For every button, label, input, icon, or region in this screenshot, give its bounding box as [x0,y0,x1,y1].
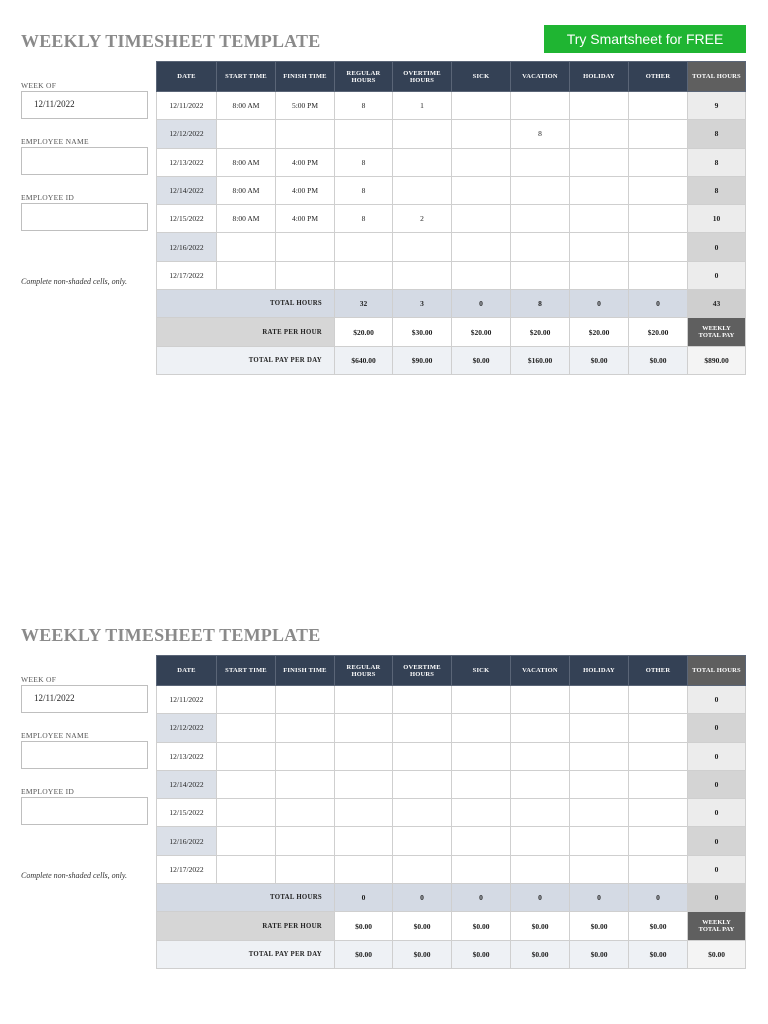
col-start-time: START TIME [217,656,276,686]
col-vacation: VACATION [511,62,570,92]
vacation-cell[interactable] [511,855,570,883]
date-cell: 12/13/2022 [157,742,217,770]
table-row [157,92,746,120]
table-row [157,205,746,233]
pay-overtime-cell: $90.00 [393,346,452,374]
overtime-cell[interactable] [393,770,452,798]
weekly-total-pay-label: WEEKLY TOTAL PAY [688,318,746,346]
finish-cell[interactable] [276,827,335,855]
table-row [157,827,746,855]
holiday-cell[interactable] [570,714,629,742]
table-row [157,148,746,176]
total-sick-cell: 0 [452,290,511,318]
total-holiday-cell: 0 [570,884,629,912]
total-pay-per-day-label: TOTAL PAY PER DAY [157,940,335,968]
regular-cell[interactable] [335,770,393,798]
sick-cell[interactable] [452,714,511,742]
overtime-cell[interactable]: 2 [393,205,452,233]
other-cell[interactable] [629,742,688,770]
regular-cell[interactable] [335,233,393,261]
instructions-note: Complete non-shaded cells, only. [21,277,127,286]
finish-cell[interactable] [276,686,335,714]
finish-cell[interactable] [276,261,335,289]
date-cell: 12/15/2022 [157,205,217,233]
holiday-cell[interactable] [570,261,629,289]
regular-cell[interactable]: 8 [335,205,393,233]
col-total-hours: TOTAL HOURS [688,656,746,686]
table-row [157,742,746,770]
overtime-cell[interactable] [393,148,452,176]
start-cell[interactable] [217,714,276,742]
table-row [157,714,746,742]
pay-vacation-cell: $0.00 [511,940,570,968]
holiday-cell[interactable] [570,205,629,233]
sick-cell[interactable] [452,742,511,770]
total-hours-label: TOTAL HOURS [157,884,335,912]
row-total-cell: 0 [688,233,746,261]
total-pay-per-day-label: TOTAL PAY PER DAY [157,346,335,374]
row-total-cell: 8 [688,120,746,148]
other-cell[interactable] [629,205,688,233]
employee-name-label: EMPLOYEE NAME [21,137,89,146]
finish-cell[interactable]: 4:00 PM [276,148,335,176]
overtime-cell[interactable] [393,120,452,148]
row-total-cell: 0 [688,686,746,714]
row-total-cell: 0 [688,855,746,883]
rate-regular-cell[interactable]: $20.00 [335,318,393,346]
pay-other-cell: $0.00 [629,346,688,374]
other-cell[interactable] [629,148,688,176]
regular-cell[interactable] [335,686,393,714]
row-total-cell: 9 [688,92,746,120]
start-cell[interactable]: 8:00 AM [217,205,276,233]
total-vacation-cell: 8 [511,290,570,318]
pay-holiday-cell: $0.00 [570,346,629,374]
table-row [157,261,746,289]
other-cell[interactable] [629,92,688,120]
date-cell: 12/12/2022 [157,120,217,148]
start-cell[interactable] [217,827,276,855]
header-row [157,656,746,686]
sick-cell[interactable] [452,205,511,233]
regular-cell[interactable]: 8 [335,92,393,120]
overtime-cell[interactable] [393,686,452,714]
finish-cell[interactable]: 4:00 PM [276,176,335,204]
vacation-cell[interactable] [511,799,570,827]
finish-cell[interactable]: 4:00 PM [276,205,335,233]
rate-row [157,318,746,346]
row-total-cell: 0 [688,770,746,798]
sick-cell[interactable] [452,799,511,827]
rate-vacation-cell[interactable]: $20.00 [511,318,570,346]
weekly-total-pay: $0.00 [688,940,746,968]
total-overtime-cell: 0 [393,884,452,912]
rate-holiday-cell[interactable]: $20.00 [570,318,629,346]
rate-sick-cell[interactable]: $0.00 [452,912,511,940]
vacation-cell[interactable] [511,770,570,798]
finish-cell[interactable] [276,799,335,827]
employee-name-field[interactable] [21,147,148,175]
total-other-cell: 0 [629,290,688,318]
start-cell[interactable] [217,261,276,289]
rate-overtime-cell[interactable]: $30.00 [393,318,452,346]
overtime-cell[interactable] [393,714,452,742]
col-vacation: VACATION [511,656,570,686]
rate-per-hour-label: RATE PER HOUR [157,318,335,346]
table-row [157,770,746,798]
finish-cell[interactable]: 5:00 PM [276,92,335,120]
rate-row [157,912,746,940]
rate-other-cell[interactable]: $20.00 [629,318,688,346]
sick-cell[interactable] [452,261,511,289]
regular-cell[interactable] [335,799,393,827]
pay-sick-cell: $0.00 [452,346,511,374]
instructions-note: Complete non-shaded cells, only. [21,871,127,880]
sick-cell[interactable] [452,686,511,714]
other-cell[interactable] [629,827,688,855]
regular-cell[interactable] [335,120,393,148]
holiday-cell[interactable] [570,827,629,855]
total-hours-label: TOTAL HOURS [157,290,335,318]
date-cell: 12/12/2022 [157,714,217,742]
pay-holiday-cell: $0.00 [570,940,629,968]
row-total-cell: 0 [688,261,746,289]
try-smartsheet-button[interactable]: Try Smartsheet for FREE [544,25,746,53]
col-date: DATE [157,62,217,92]
employee-name-field[interactable] [21,741,148,769]
other-cell[interactable] [629,799,688,827]
weekly-total-pay-label: WEEKLY TOTAL PAY [688,912,746,940]
total-regular-cell: 32 [335,290,393,318]
pay-overtime-cell: $0.00 [393,940,452,968]
table-row [157,176,746,204]
other-cell[interactable] [629,233,688,261]
finish-cell[interactable] [276,233,335,261]
vacation-cell[interactable] [511,148,570,176]
week-of-field[interactable]: 12/11/2022 [21,685,148,713]
finish-cell[interactable] [276,742,335,770]
start-cell[interactable] [217,799,276,827]
other-cell[interactable] [629,120,688,148]
sick-cell[interactable] [452,770,511,798]
table-row [157,233,746,261]
sick-cell[interactable] [452,176,511,204]
holiday-cell[interactable] [570,92,629,120]
regular-cell[interactable] [335,714,393,742]
pay-row [157,346,746,374]
date-cell: 12/16/2022 [157,233,217,261]
pay-other-cell: $0.00 [629,940,688,968]
weekly-total-pay: $890.00 [688,346,746,374]
start-cell[interactable] [217,742,276,770]
total-regular-cell: 0 [335,884,393,912]
row-total-cell: 8 [688,148,746,176]
vacation-cell[interactable] [511,686,570,714]
total-other-cell: 0 [629,884,688,912]
sheet-title: WEEKLY TIMESHEET TEMPLATE [21,31,321,51]
date-cell: 12/13/2022 [157,148,217,176]
pay-row [157,940,746,968]
finish-cell[interactable] [276,120,335,148]
overtime-cell[interactable] [393,233,452,261]
sick-cell[interactable] [452,233,511,261]
header-row [157,62,746,92]
start-cell[interactable]: 8:00 AM [217,176,276,204]
vacation-cell[interactable] [511,233,570,261]
row-total-cell: 0 [688,742,746,770]
table-row [157,686,746,714]
timesheet-2 [0,620,768,959]
timesheet-1 [0,26,768,365]
week-of-field[interactable]: 12/11/2022 [21,91,148,119]
overtime-cell[interactable]: 1 [393,92,452,120]
col-other: OTHER [629,62,688,92]
row-total-cell: 8 [688,176,746,204]
other-cell[interactable] [629,770,688,798]
col-finish-time: FINISH TIME [276,656,335,686]
col-holiday: HOLIDAY [570,656,629,686]
date-cell: 12/14/2022 [157,770,217,798]
date-cell: 12/11/2022 [157,686,217,714]
date-cell: 12/15/2022 [157,799,217,827]
col-finish-time: FINISH TIME [276,62,335,92]
finish-cell[interactable] [276,714,335,742]
start-cell[interactable] [217,855,276,883]
row-total-cell: 0 [688,714,746,742]
col-overtime-hours: OVERTIME HOURS [393,62,452,92]
row-total-cell: 0 [688,799,746,827]
vacation-cell[interactable] [511,827,570,855]
timesheet-table [156,655,746,969]
total-hours-row [157,884,746,912]
rate-regular-cell[interactable]: $0.00 [335,912,393,940]
col-regular-hours: REGULAR HOURS [335,656,393,686]
start-cell[interactable] [217,233,276,261]
timesheet-table [156,61,746,375]
other-cell[interactable] [629,261,688,289]
employee-id-field[interactable] [21,797,148,825]
date-cell: 12/16/2022 [157,827,217,855]
table-row [157,120,746,148]
start-cell[interactable] [217,120,276,148]
pay-sick-cell: $0.00 [452,940,511,968]
col-holiday: HOLIDAY [570,62,629,92]
vacation-cell[interactable] [511,205,570,233]
overtime-cell[interactable] [393,261,452,289]
total-hours-row [157,290,746,318]
week-of-label: WEEK OF [21,81,57,90]
grand-total-hours: 0 [688,884,746,912]
rate-vacation-cell[interactable]: $0.00 [511,912,570,940]
vacation-cell[interactable] [511,176,570,204]
total-overtime-cell: 3 [393,290,452,318]
col-date: DATE [157,656,217,686]
holiday-cell[interactable] [570,176,629,204]
sheet-title: WEEKLY TIMESHEET TEMPLATE [21,625,321,645]
vacation-cell[interactable] [511,261,570,289]
vacation-cell[interactable] [511,92,570,120]
total-holiday-cell: 0 [570,290,629,318]
other-cell[interactable] [629,686,688,714]
employee-id-label: EMPLOYEE ID [21,193,75,202]
holiday-cell[interactable] [570,770,629,798]
col-total-hours: TOTAL HOURS [688,62,746,92]
rate-per-hour-label: RATE PER HOUR [157,912,335,940]
row-total-cell: 10 [688,205,746,233]
col-regular-hours: REGULAR HOURS [335,62,393,92]
pay-vacation-cell: $160.00 [511,346,570,374]
employee-name-label: EMPLOYEE NAME [21,731,89,740]
date-cell: 12/17/2022 [157,261,217,289]
holiday-cell[interactable] [570,742,629,770]
other-cell[interactable] [629,176,688,204]
pay-regular-cell: $0.00 [335,940,393,968]
other-cell[interactable] [629,855,688,883]
regular-cell[interactable] [335,827,393,855]
date-cell: 12/11/2022 [157,92,217,120]
holiday-cell[interactable] [570,799,629,827]
rate-overtime-cell[interactable]: $0.00 [393,912,452,940]
grand-total-hours: 43 [688,290,746,318]
week-of-label: WEEK OF [21,675,57,684]
sick-cell[interactable] [452,92,511,120]
employee-id-label: EMPLOYEE ID [21,787,75,796]
overtime-cell[interactable] [393,742,452,770]
regular-cell[interactable]: 8 [335,148,393,176]
date-cell: 12/17/2022 [157,855,217,883]
col-overtime-hours: OVERTIME HOURS [393,656,452,686]
pay-regular-cell: $640.00 [335,346,393,374]
overtime-cell[interactable] [393,799,452,827]
finish-cell[interactable] [276,855,335,883]
regular-cell[interactable]: 8 [335,176,393,204]
overtime-cell[interactable] [393,855,452,883]
sick-cell[interactable] [452,827,511,855]
sick-cell[interactable] [452,148,511,176]
rate-holiday-cell[interactable]: $0.00 [570,912,629,940]
vacation-cell[interactable]: 8 [511,120,570,148]
date-cell: 12/14/2022 [157,176,217,204]
start-cell[interactable]: 8:00 AM [217,148,276,176]
total-vacation-cell: 0 [511,884,570,912]
holiday-cell[interactable] [570,120,629,148]
regular-cell[interactable] [335,742,393,770]
sick-cell[interactable] [452,855,511,883]
sick-cell[interactable] [452,120,511,148]
other-cell[interactable] [629,714,688,742]
col-sick: SICK [452,62,511,92]
holiday-cell[interactable] [570,855,629,883]
start-cell[interactable] [217,770,276,798]
col-sick: SICK [452,656,511,686]
table-row [157,799,746,827]
vacation-cell[interactable] [511,742,570,770]
holiday-cell[interactable] [570,148,629,176]
employee-id-field[interactable] [21,203,148,231]
overtime-cell[interactable] [393,827,452,855]
vacation-cell[interactable] [511,714,570,742]
overtime-cell[interactable] [393,176,452,204]
regular-cell[interactable] [335,855,393,883]
finish-cell[interactable] [276,770,335,798]
table-row [157,855,746,883]
rate-sick-cell[interactable]: $20.00 [452,318,511,346]
holiday-cell[interactable] [570,686,629,714]
col-other: OTHER [629,656,688,686]
row-total-cell: 0 [688,827,746,855]
holiday-cell[interactable] [570,233,629,261]
total-sick-cell: 0 [452,884,511,912]
start-cell[interactable]: 8:00 AM [217,92,276,120]
rate-other-cell[interactable]: $0.00 [629,912,688,940]
start-cell[interactable] [217,686,276,714]
regular-cell[interactable] [335,261,393,289]
col-start-time: START TIME [217,62,276,92]
